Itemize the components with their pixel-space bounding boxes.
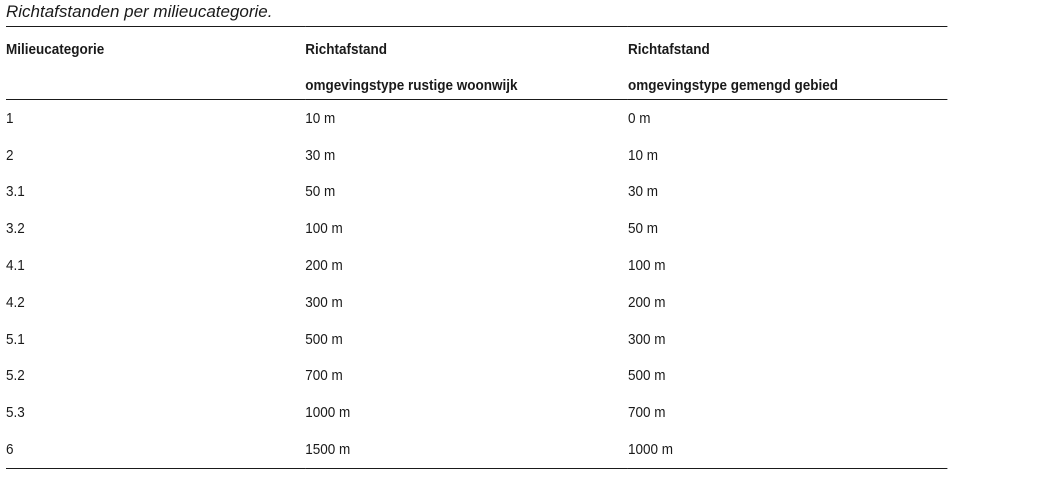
table-header (6, 27, 947, 100)
header-empty-cell (6, 71, 305, 100)
table-caption: Richtafstanden per milieucategorie. (6, 2, 273, 21)
cell-distance-mixed: 100 m (627, 257, 666, 275)
cell-category: 2 (6, 146, 14, 164)
cell-distance-quiet: 1500 m (305, 431, 628, 468)
cell-category: 5.3 (6, 404, 25, 422)
table-row (6, 137, 947, 174)
table-row (6, 284, 947, 321)
table-row (6, 210, 947, 247)
cell-distance-mixed: 0 m (627, 109, 651, 127)
table-body (6, 100, 947, 469)
cell-distance-quiet: 10 m (305, 109, 336, 127)
table-row (6, 321, 947, 358)
cell-category: 5.2 (6, 367, 25, 385)
table-row (6, 247, 947, 284)
cell-distance-quiet: 100 m (305, 220, 343, 238)
cell-distance-mixed: 1000 m (628, 431, 947, 468)
cell-category: 6 (6, 431, 305, 468)
header-quiet-residential-type: omgevingstype rustige woonwijk (305, 71, 628, 100)
cell-category: 4.1 (6, 257, 25, 275)
cell-category: 3.2 (6, 220, 25, 238)
cell-distance-quiet: 700 m (305, 367, 343, 385)
cell-distance-quiet: 50 m (305, 183, 336, 201)
cell-distance-mixed: 30 m (627, 183, 659, 201)
cell-category: 4.2 (6, 293, 25, 311)
header-distance-quiet: Richtafstand (305, 27, 628, 72)
cell-distance-mixed: 300 m (627, 330, 666, 348)
cell-distance-mixed: 500 m (627, 367, 666, 385)
header-row-1 (6, 27, 947, 72)
cell-distance-mixed: 700 m (627, 404, 666, 422)
table-row (6, 174, 947, 211)
header-distance-mixed: Richtafstand (628, 27, 947, 72)
cell-distance-mixed: 50 m (627, 220, 659, 238)
distance-table (6, 26, 947, 469)
header-row-2 (6, 71, 947, 100)
cell-category: 3.1 (6, 183, 25, 201)
table-row (6, 394, 947, 431)
cell-distance-quiet: 30 m (305, 146, 336, 164)
table-row (6, 431, 947, 468)
cell-category: 5.1 (6, 330, 25, 348)
header-category: Milieucategorie (6, 27, 305, 72)
cell-distance-quiet: 1000 m (305, 404, 351, 422)
cell-distance-mixed: 200 m (627, 293, 666, 311)
cell-distance-quiet: 200 m (305, 257, 343, 275)
cell-distance-quiet: 500 m (305, 330, 343, 348)
table-row (6, 358, 947, 395)
table-row (6, 100, 947, 137)
cell-category: 1 (6, 109, 14, 127)
header-mixed-area-type: omgevingstype gemengd gebied (628, 71, 947, 100)
cell-distance-mixed: 10 m (627, 146, 659, 164)
cell-distance-quiet: 300 m (305, 293, 343, 311)
